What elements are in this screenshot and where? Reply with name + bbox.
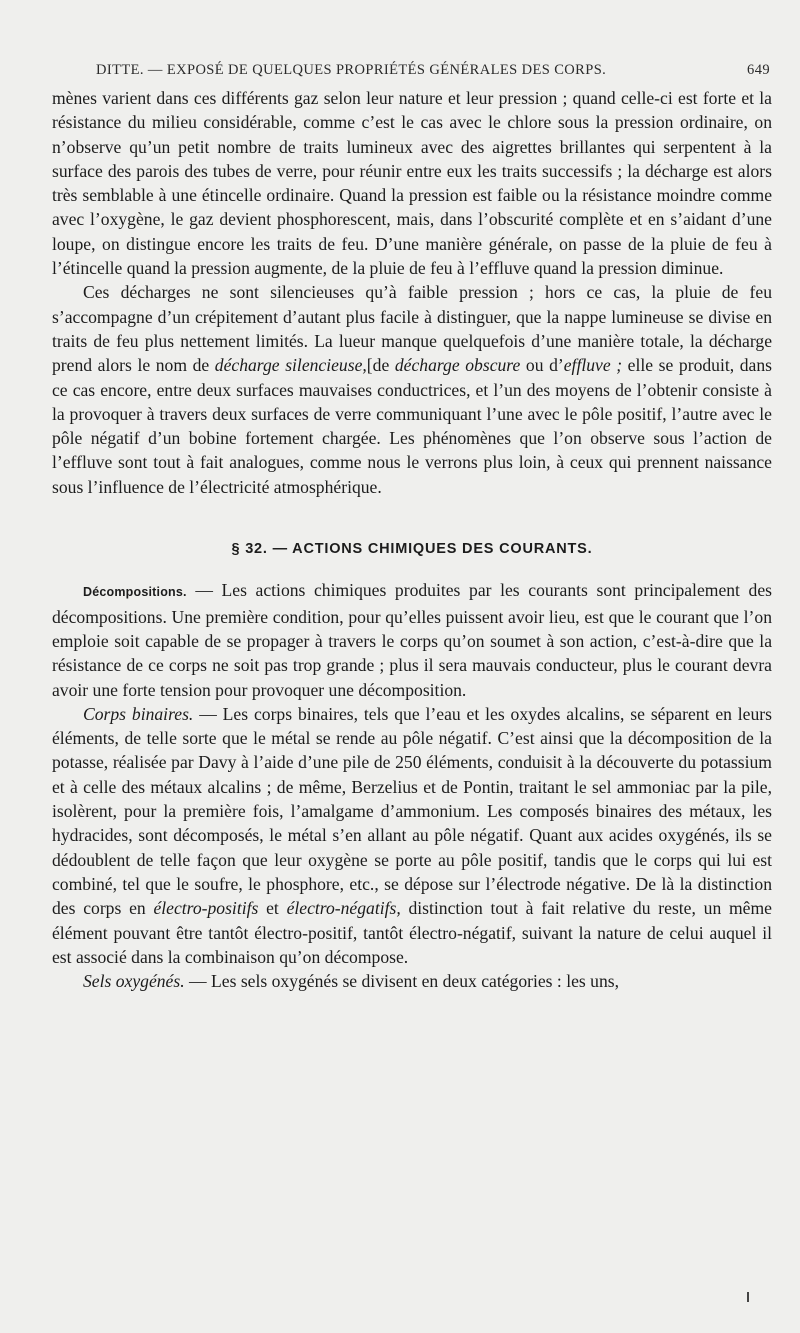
runin-heading: Décompositions. [83, 585, 187, 600]
italic-term: effluve ; [563, 355, 623, 376]
text-run: elle se produit, dans ce cas encore, entre deux surfaces mauvaises conductrices, et l’un des moyens de l’obtenir consiste à la provoquer à travers deux surfaces de verre communiquant l’une avec le pôle positif, l’autre avec le pôle négatif d’un bobine fortement chargée. Les phénomènes que l’on observe sous l’action de l’effluve sont tout à fait analogues, comme nous le verrons plus loin, à ceux qui prennent naissance sous l’influence de l’électricité atmosphérique. [52, 355, 772, 497]
paragraph-continued: mènes varient dans ces différents gaz selon leur nature et leur pression ; quand celle-ci est forte et la résistance du milieu considérable, comme c’est le cas avec le chlore sous la pression ordinaire, on n’observe qu’un petit nombre de traits lumineux avec des aigrettes brillantes qui serpentent à la surface des parois des tubes de verre, pour réunir entre eux les traits successifs ; la décharge est alors très semblable à une étincelle ordinaire. Quand la pression est faible ou la résistance moindre comme avec l’oxygène, le gaz devient phosphorescent, mais, dans l’obscurité complète et en s’aidant d’une loupe, on distingue encore les traits de feu. D’une manière générale, on passe de la pluie de feu à l’étincelle quand la pression augmente, de la pluie de feu à l’effluve quand la pression diminue. [52, 88, 772, 279]
text-run: — Les corps binaires, tels que l’eau et les oxydes alcalins, se séparent en leurs éléments, de telle sorte que le métal se rende au pôle négatif. C’est ainsi que la décomposition de la potasse, réalisée par Davy à l’aide d’une pile de 250 éléments, conduisit à la découverte du potassium et à celle des métaux alcalins ; de même, Berzelius et de Pontin, traitant le sel ammoniac par la pile, isolèrent, pour la première fois, l’amalgame d’ammonium. Les composés binaires des métaux, les hydracides, sont décomposés, le métal s’en allant au pôle négatif. Quant aux acides oxygénés, ils se dédoublent de telle façon que leur oxygène se porte au pôle positif, tandis que le corps qui lui est combiné, tel que le soufre, le phosphore, etc., se dépose sur l’électrode négative. De là la distinction des corps en [52, 703, 772, 919]
text-run: [de [366, 355, 395, 376]
paragraph-sels-oxygenes [52, 969, 772, 993]
text-run: — Les actions chimiques produites par les courants sont principalement des décompositions. Une première condition, pour qu’elles puissent avoir lieu, est que le courant que l’on emploie soit capable de se propager à travers le corps qu’on soumet à son action, c’est-à-dire que la résistance de ce corps ne soit pas trop grande ; plus il sera mauvais conducteur, plus le courant devra avoir une forte tension pour provoquer une décomposition. [52, 580, 772, 700]
text-run: distinction tout à fait relative du reste, un même élément pouvant être tantôt électro-positif, tantôt électro-négatif, suivant la nature de celui auquel il est associé dans la combinaison qu’on décompose. [52, 898, 772, 967]
text-run: — Les sels oxygénés se divisent en deux catégories : les uns, [184, 971, 619, 992]
italic-term: électro-positifs [153, 898, 259, 919]
italic-term: décharge silencieuse, [214, 355, 367, 376]
body-text [52, 86, 772, 993]
paragraph-decharges [52, 280, 772, 499]
paragraph-corps-binaires [52, 702, 772, 969]
paragraph-decompositions [52, 578, 772, 701]
runin-heading: Sels oxygénés. [83, 971, 185, 992]
runin-heading: Corps binaires. [83, 703, 194, 724]
section-heading: § 32. — ACTIONS CHIMIQUES DES COURANTS. [231, 541, 593, 558]
text-run: ou d’ [520, 355, 564, 376]
text-run: Ces décharges ne sont silencieuses qu’à faible pression ; hors ce cas, la pluie de feu s’accompagne d’un crépitement d’autant plus facile à distinguer, que la nappe lumineuse se divise en traits de feu plus nettement limités. La lueur manque quelquefois d’une manière totale, la décharge prend alors le nom de [52, 282, 772, 376]
italic-term: décharge obscure [394, 355, 521, 376]
print-mark [747, 1292, 749, 1302]
text-run: et [258, 898, 287, 919]
page-number: 649 [747, 62, 770, 78]
italic-term: électro-négatifs, [286, 898, 401, 919]
running-title: DITTE. — EXPOSÉ DE QUELQUES PROPRIÉTÉS GÉNÉRALES DES CORPS. [96, 62, 607, 78]
